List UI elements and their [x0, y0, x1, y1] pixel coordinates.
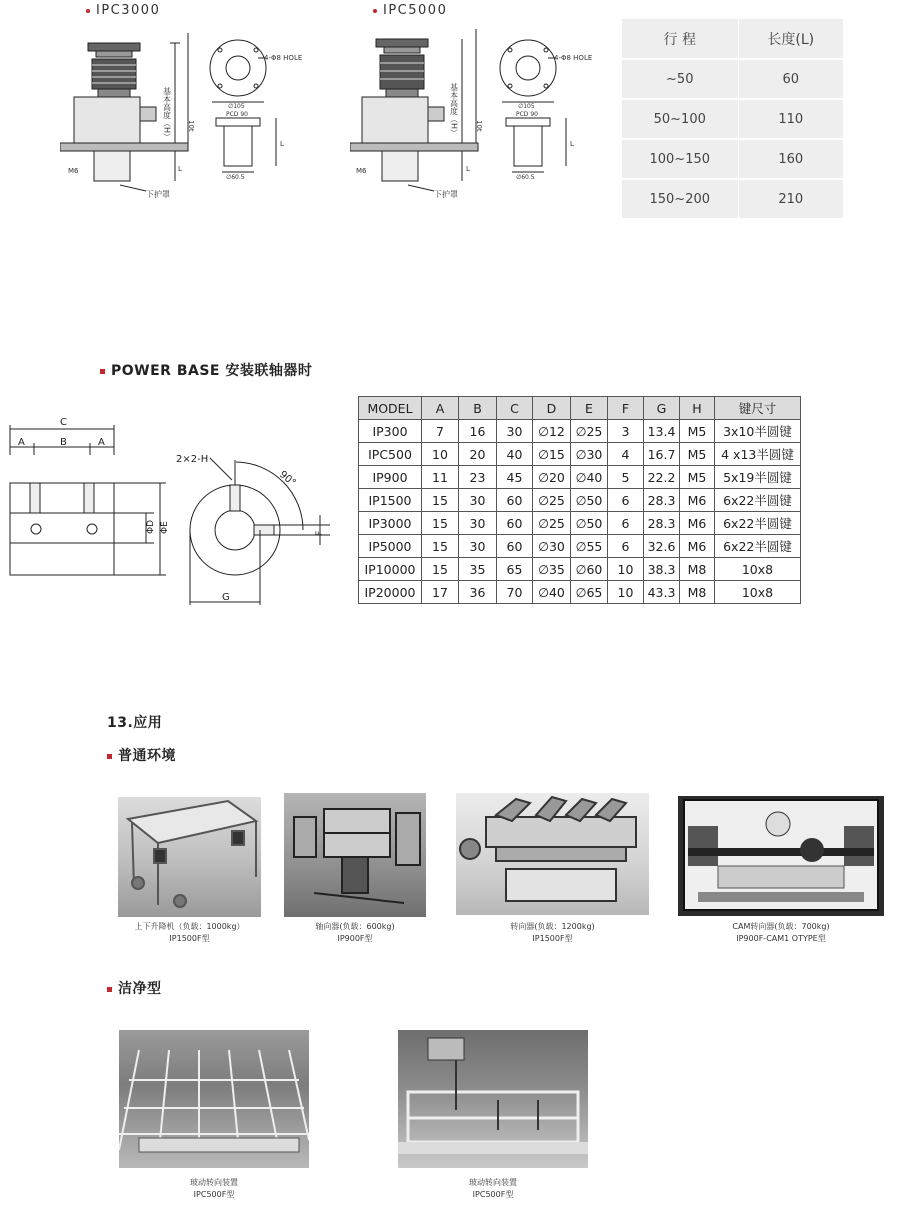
height-label: 基本高度（H）	[449, 83, 459, 138]
dim-c: C	[60, 417, 67, 428]
table-cell: 6	[608, 489, 644, 512]
photo-lift-machine	[118, 797, 261, 917]
dim-f: F	[315, 530, 325, 536]
table-cell: 70	[497, 581, 533, 604]
table-cell: 40	[497, 443, 533, 466]
table-cell: 10	[608, 581, 644, 604]
table-header-row	[622, 19, 843, 59]
pcd-label: PCD 90	[516, 111, 538, 118]
hole-label: 4-Φ8 HOLE	[554, 54, 593, 62]
table-cell: 160	[738, 139, 843, 179]
caption-turning-device: 转向器(负载：1200kg) IP1500F型	[510, 922, 595, 943]
table-cell: 60	[497, 489, 533, 512]
table-cell: 15	[422, 535, 459, 558]
table-cell: M5	[680, 443, 715, 466]
table-cell: ∅65	[571, 581, 608, 604]
table-cell: M5	[680, 466, 715, 489]
table-row	[359, 443, 801, 466]
bullet-square	[107, 987, 112, 992]
power-base-title: POWER BASE 安装联轴器时	[100, 360, 312, 380]
table-cell: 30	[459, 489, 497, 512]
table-row	[359, 489, 801, 512]
table-cell: IP20000	[359, 581, 422, 604]
table-cell: 43.3	[644, 581, 680, 604]
table-cell: 60	[497, 512, 533, 535]
power-base-table	[358, 396, 801, 604]
table-row	[359, 581, 801, 604]
table-row	[359, 558, 801, 581]
table-cell: 32.6	[644, 535, 680, 558]
table-cell: 6	[608, 512, 644, 535]
d605-label: ∅60.5	[516, 174, 535, 181]
header-cell: G	[644, 397, 680, 420]
table-cell: 30	[459, 535, 497, 558]
table-header-row	[359, 397, 801, 420]
table-cell: 23	[459, 466, 497, 489]
ipc5000-side-drawing	[350, 25, 490, 210]
table-cell: IP3000	[359, 512, 422, 535]
ten-t-label: 10t	[187, 120, 195, 132]
ten-t-label: 10t	[475, 120, 483, 132]
dim-e: ΦE	[160, 521, 170, 534]
header-cell: D	[533, 397, 571, 420]
table-cell: M6	[680, 512, 715, 535]
m6-label: M6	[356, 167, 367, 175]
table-cell: 28.3	[644, 489, 680, 512]
table-cell: 60	[738, 59, 843, 99]
d605-label: ∅60.5	[226, 174, 245, 181]
header-cell: C	[497, 397, 533, 420]
table-cell: 30	[459, 512, 497, 535]
header-cell: E	[571, 397, 608, 420]
table-row	[359, 466, 801, 489]
caption-glass-turning-2: 玻动转向装置 IPC500F型	[469, 1178, 517, 1199]
photo-cam-turning-device	[678, 796, 884, 916]
table-row	[622, 139, 843, 179]
table-cell: 15	[422, 558, 459, 581]
dim-g: G	[222, 592, 230, 603]
table-cell: ∅40	[533, 581, 571, 604]
caption-lift-machine: 上下升降机（负载：1000kg） IP1500F型	[134, 922, 245, 943]
ipc3000-plan-drawing	[200, 38, 320, 188]
application-heading: 13.应用	[107, 715, 163, 731]
dim-d: ΦD	[146, 519, 156, 534]
table-cell: IP1500	[359, 489, 422, 512]
table-cell: 16	[459, 420, 497, 443]
header-cell: MODEL	[359, 397, 422, 420]
table-row	[622, 99, 843, 139]
table-cell: M8	[680, 581, 715, 604]
table-cell: 16.7	[644, 443, 680, 466]
table-cell: ∅35	[533, 558, 571, 581]
dim-angle: 90°	[276, 469, 298, 489]
table-cell: 11	[422, 466, 459, 489]
table-cell: 210	[738, 179, 843, 219]
m6-label: M6	[68, 167, 79, 175]
header-cell: A	[422, 397, 459, 420]
l-label-2: L	[280, 140, 284, 148]
table-row	[359, 535, 801, 558]
table-cell: 6	[608, 535, 644, 558]
table-cell: ∅55	[571, 535, 608, 558]
dim-b: B	[60, 437, 67, 448]
table-row	[622, 59, 843, 99]
table-cell: 4	[608, 443, 644, 466]
bullet-square	[107, 754, 112, 759]
stroke-length-table	[622, 19, 843, 220]
l-label: L	[466, 165, 470, 173]
table-cell: 10	[422, 443, 459, 466]
table-cell: ∅25	[533, 489, 571, 512]
table-cell: 150~200	[622, 179, 738, 219]
table-cell: 5	[608, 466, 644, 489]
table-cell: ∅20	[533, 466, 571, 489]
table-cell: ~50	[622, 59, 738, 99]
table-cell: IP300	[359, 420, 422, 443]
caption-axial-device: 轴向器(负载：600kg) IP900F型	[315, 922, 395, 943]
table-cell: ∅40	[571, 466, 608, 489]
dim-h: 2×2-H	[176, 454, 209, 465]
table-cell: 3x10半圆键	[715, 420, 801, 443]
header-cell: H	[680, 397, 715, 420]
table-cell: 65	[497, 558, 533, 581]
header-cell: 键尺寸	[715, 397, 801, 420]
table-cell: 6x22半圆键	[715, 512, 801, 535]
table-cell: ∅12	[533, 420, 571, 443]
table-cell: M8	[680, 558, 715, 581]
photo-axial-device	[284, 793, 426, 917]
lower-cover-label: 下护罩	[146, 190, 170, 199]
general-environment-title: 普通环境	[107, 745, 176, 765]
photo-glass-turning-2	[398, 1030, 588, 1168]
hole-label: 4-Φ8 HOLE	[264, 54, 303, 62]
ipc3000-label: IPC3000	[86, 3, 160, 18]
l-label: L	[178, 165, 182, 173]
table-cell: IP5000	[359, 535, 422, 558]
ipc5000-plan-drawing	[490, 38, 615, 188]
table-cell: M6	[680, 489, 715, 512]
clean-type-title: 洁净型	[107, 978, 162, 998]
table-cell: IP10000	[359, 558, 422, 581]
dim-a: A	[18, 437, 25, 448]
table-cell: 5x19半圆键	[715, 466, 801, 489]
ipc5000-label: IPC5000	[373, 3, 447, 18]
table-cell: ∅25	[571, 420, 608, 443]
header-cell: 行 程	[622, 19, 738, 59]
coupling-front-diagram	[170, 440, 340, 610]
table-cell: 36	[459, 581, 497, 604]
header-cell: F	[608, 397, 644, 420]
table-cell: 10	[608, 558, 644, 581]
table-cell: 4 x13半圆键	[715, 443, 801, 466]
table-cell: ∅50	[571, 489, 608, 512]
bullet-dot	[373, 9, 377, 13]
table-row	[359, 512, 801, 535]
table-cell: ∅30	[571, 443, 608, 466]
table-cell: 20	[459, 443, 497, 466]
table-cell: 10x8	[715, 558, 801, 581]
d105-label: ∅105	[228, 103, 245, 110]
table-cell: 6x22半圆键	[715, 489, 801, 512]
table-cell: IP900	[359, 466, 422, 489]
table-cell: 13.4	[644, 420, 680, 443]
table-cell: 45	[497, 466, 533, 489]
header-cell: 长度(L)	[738, 19, 843, 59]
table-cell: 17	[422, 581, 459, 604]
bullet-dot	[86, 9, 90, 13]
ipc3000-side-drawing	[60, 25, 200, 210]
height-label: 基本高度（H）	[162, 87, 172, 142]
table-cell: ∅50	[571, 512, 608, 535]
table-cell: 100~150	[622, 139, 738, 179]
table-cell: 110	[738, 99, 843, 139]
header-cell: B	[459, 397, 497, 420]
photo-turning-device	[456, 793, 649, 915]
table-row	[622, 179, 843, 219]
table-cell: 3	[608, 420, 644, 443]
table-cell: ∅30	[533, 535, 571, 558]
table-cell: ∅60	[571, 558, 608, 581]
table-cell: 22.2	[644, 466, 680, 489]
table-cell: IPC500	[359, 443, 422, 466]
table-cell: 30	[497, 420, 533, 443]
table-cell: ∅15	[533, 443, 571, 466]
table-cell: 10x8	[715, 581, 801, 604]
caption-cam-turning-device: CAM转向器(负载：700kg) IP900F-CAM1 OTYPE型	[732, 922, 830, 943]
caption-glass-turning-1: 玻动转向装置 IPC500F型	[190, 1178, 238, 1199]
table-row	[359, 420, 801, 443]
table-cell: 50~100	[622, 99, 738, 139]
l-label-2: L	[570, 140, 574, 148]
dim-a2: A	[98, 437, 105, 448]
pcd-label: PCD 90	[226, 111, 248, 118]
table-cell: M6	[680, 535, 715, 558]
table-cell: 15	[422, 489, 459, 512]
table-cell: M5	[680, 420, 715, 443]
bullet-square	[100, 369, 105, 374]
d105-label: ∅105	[518, 103, 535, 110]
table-cell: ∅25	[533, 512, 571, 535]
lower-cover-label: 下护罩	[434, 190, 458, 199]
table-cell: 28.3	[644, 512, 680, 535]
photo-glass-turning-1	[119, 1030, 309, 1168]
table-cell: 7	[422, 420, 459, 443]
coupling-side-diagram	[4, 415, 174, 590]
table-cell: 60	[497, 535, 533, 558]
table-cell: 6x22半圆键	[715, 535, 801, 558]
table-cell: 38.3	[644, 558, 680, 581]
table-cell: 35	[459, 558, 497, 581]
table-cell: 15	[422, 512, 459, 535]
